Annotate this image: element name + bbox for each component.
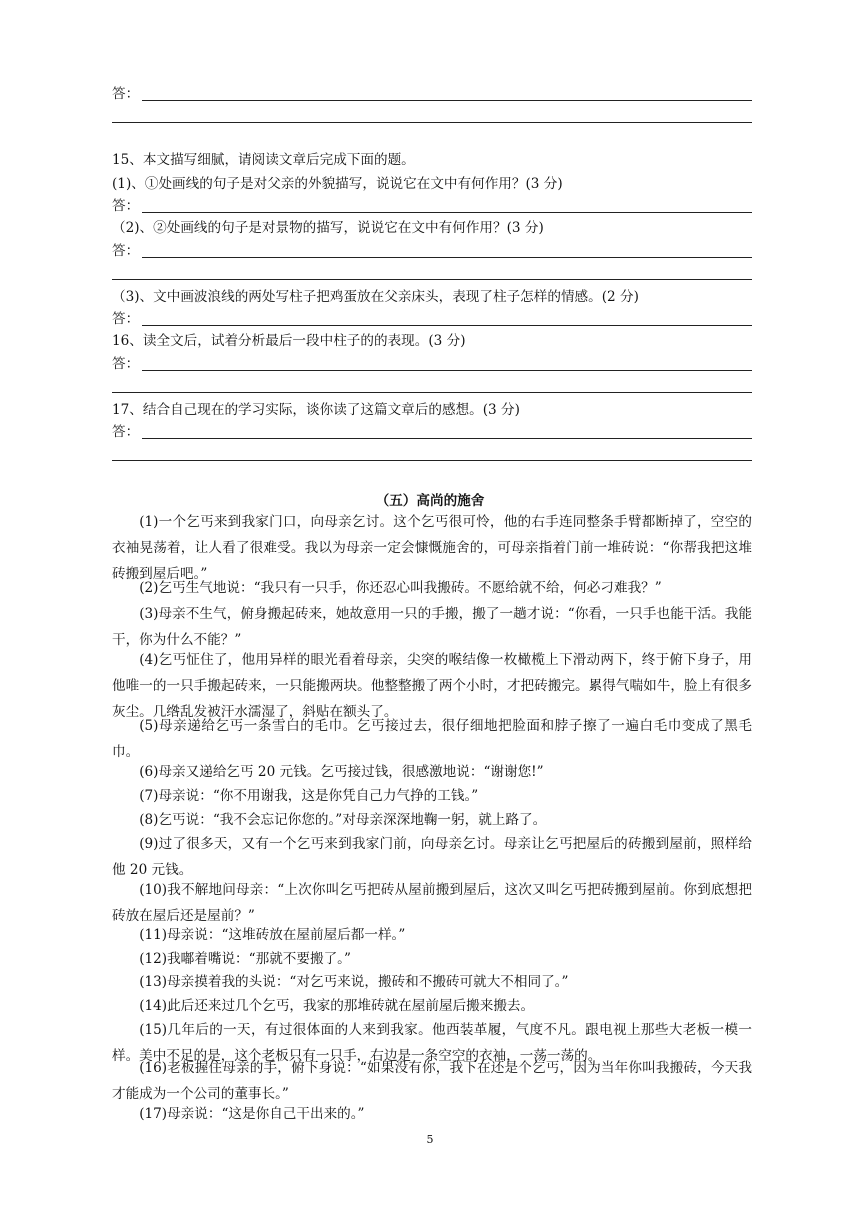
question-15-3: （3)、文中画波浪线的两处写柱子把鸡蛋放在父亲床头，表现了柱子怎样的情感。(2 分) (112, 289, 639, 305)
question-15-1: (1)、①处画线的句子是对父亲的外貌描写，说说它在文中有何作用？(3 分) (112, 176, 563, 192)
answer-rule (142, 325, 752, 326)
answer-label: 答： (112, 424, 140, 440)
answer-rule (142, 370, 752, 371)
blank-rule (112, 392, 752, 393)
question-15: 15、本文描写细腻，请阅读文章后完成下面的题。 (112, 152, 415, 168)
answer-line (112, 422, 752, 442)
question-16: 16、读全文后，试着分析最后一段中柱子的的表现。(3 分) (112, 333, 466, 349)
paragraph-3: (3)母亲不生气，俯身搬起砖来，她故意用一只的手搬，搬了一趟才说：“你看，一只手也能干活。我能干，你为什么不能？” (112, 606, 752, 648)
answer-line (112, 241, 752, 261)
paragraph-13: (13)母亲摸着我的头说：“对乞丐来说，搬砖和不搬砖可就大不相同了。” (139, 974, 569, 990)
blank-rule (112, 460, 752, 461)
answer-rule (142, 100, 752, 101)
answer-label: 答： (112, 311, 140, 327)
paragraph-14: (14)此后还来过几个乞丐，我家的那堆砖就在屋前屋后搬来搬去。 (139, 998, 535, 1014)
paragraph-8: (8)乞丐说：“我不会忘记你您的。”对母亲深深地鞠一躬，就上路了。 (139, 812, 547, 828)
paragraph-10: (10)我不解地问母亲：“上次你叫乞丐把砖从屋前搬到屋后，这次又叫乞丐把砖搬到屋前。你到底想把砖放在屋后还是屋前？” (112, 882, 752, 924)
answer-rule (142, 212, 752, 213)
question-17: 17、结合自己现在的学习实际，谈你读了这篇文章后的感想。(3 分) (112, 402, 520, 418)
question-15-2: （2)、②处画线的句子是对景物的描写，说说它在文中有何作用？(3 分) (112, 220, 544, 236)
paragraph-17: (17)母亲说：“这是你自己干出来的。” (139, 1106, 365, 1122)
paragraph-7: (7)母亲说：“你不用谢我，这是你凭自己力气挣的工钱。” (139, 788, 479, 804)
paragraph-11: (11)母亲说：“这堆砖放在屋前屋后都一样。” (139, 927, 406, 943)
paragraph-9: (9)过了很多天，又有一个乞丐来到我家门前，向母亲乞讨。母亲让乞丐把屋后的砖搬到屋前，照样给他 20 元钱。 (112, 836, 752, 878)
answer-label: 答： (112, 356, 140, 372)
paragraph-4: (4)乞丐怔住了，他用异样的眼光看着母亲，尖突的喉结像一枚橄榄上下滑动两下，终于俯下身子，用他唯一的一只手搬起砖来，一只能搬两块。他整整搬了两个小时，才把砖搬完。累得气喘如牛，脸上有很多灰尘。几绺乱发被汗水濡湿了，斜贴在额头了。 (112, 652, 752, 720)
answer-line (112, 196, 752, 216)
paragraph-15: (15)几年后的一天，有过很体面的人来到我家。他西装革履，气度不凡。跟电视上那些大老板一模一样。美中不足的是，这个老板只有一只手，右边是一条空空的衣袖，一荡一荡的。 (112, 1022, 752, 1064)
paragraph-5: (5)母亲递给乞丐一条雪白的毛巾。乞丐接过去，很仔细地把脸面和脖子擦了一遍白毛巾变成了黑毛巾。 (112, 718, 752, 760)
paragraph-1: (1)一个乞丐来到我家门口，向母亲乞讨。这个乞丐很可怜，他的右手连同整条手臂都断掉了，空空的衣袖晃荡着，让人看了很难受。我以为母亲一定会慷慨施舍的，可母亲指着门前一堆砖说：“你帮我把这堆砖搬到屋后吧。” (112, 514, 752, 582)
paragraph-2: (2)乞丐生气地说：“我只有一只手，你还忍心叫我搬砖。不愿给就不给，何必刁难我？” (139, 580, 662, 596)
answer-line (112, 309, 752, 329)
blank-rule (112, 122, 752, 123)
answer-line (112, 84, 752, 104)
answer-line (112, 354, 752, 374)
paragraph-16: (16)老板握住母亲的手，俯下身说：“如果没有你，我下在还是个乞丐，因为当年你叫我搬砖，今天我才能成为一个公司的董事长。” (112, 1060, 752, 1102)
answer-rule (142, 438, 752, 439)
answer-label: 答： (112, 86, 140, 102)
blank-rule (112, 279, 752, 280)
answer-label: 答： (112, 243, 140, 259)
answer-rule (142, 257, 752, 258)
article-title: （五）高尚的施舍 (375, 493, 485, 509)
answer-label: 答： (112, 198, 140, 214)
paragraph-6: (6)母亲又递给乞丐 20 元钱。乞丐接过钱，很感激地说：“谢谢您!” (139, 764, 544, 780)
paragraph-12: (12)我嘟着嘴说：“那就不要搬了。” (139, 951, 351, 967)
page-number: 5 (426, 1133, 434, 1146)
